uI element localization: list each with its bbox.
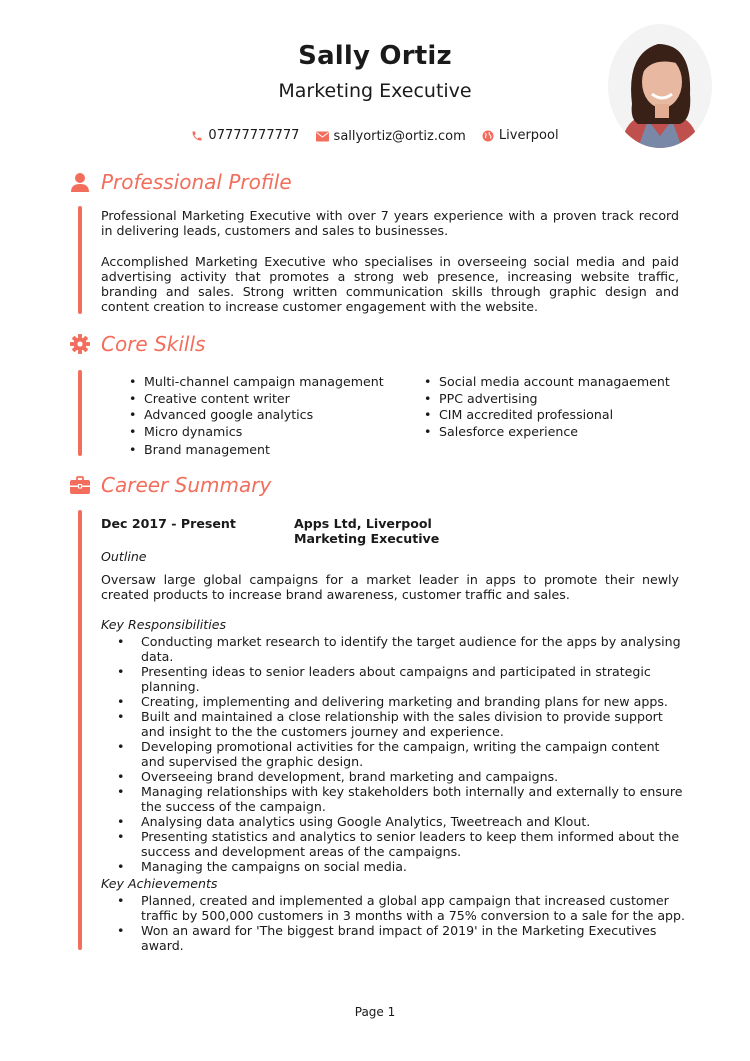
contact-location xyxy=(482,128,559,143)
achievements-label: Key Achievements xyxy=(101,876,218,891)
candidate-name: Sally Ortiz xyxy=(298,41,452,71)
skill-item: • Brand management xyxy=(129,442,409,459)
phone-text: 07777777777 xyxy=(208,128,300,143)
skills-list-right xyxy=(424,374,694,440)
briefcase-icon xyxy=(70,475,90,495)
skill-item: • Advanced google analytics xyxy=(129,407,409,424)
outline-text: Oversaw large global campaigns for a market leader in apps to promote their newly created products to increase brand awareness, customer traffic and sales. xyxy=(101,572,679,602)
profile-paragraph-1: Professional Marketing Executive with over 7 years experience with a proven track record in delivering leads, customers and sales to businesses. xyxy=(101,208,679,238)
profile-accent-bar xyxy=(78,206,82,314)
skill-item: • Multi-channel campaign management xyxy=(129,374,409,391)
achievement-item: • Won an award for 'The biggest brand impact of 2019' in the Marketing Executives award. xyxy=(101,923,686,953)
section-title-profile: Professional Profile xyxy=(101,170,292,194)
page-number: Page 1 xyxy=(354,1005,396,1019)
phone-icon xyxy=(191,130,203,142)
section-title-career: Career Summary xyxy=(101,473,272,497)
globe-icon xyxy=(482,130,494,142)
responsibilities-list xyxy=(101,634,686,874)
outline-label: Outline xyxy=(101,549,147,564)
skill-item: • Social media account managaement xyxy=(424,374,694,391)
profile-paragraph-2: Accomplished Marketing Executive who specialises in overseeing social media and paid advertising activity that promotes a strong web presence, increasing website traffic, branding and sales. Strong written communication skills through graphic design and content creation to increase customer engagement with the website. xyxy=(101,254,679,314)
skill-item: • Salesforce experience xyxy=(424,424,694,441)
job-title: Marketing Executive xyxy=(278,80,472,102)
job-company: Apps Ltd, Liverpool xyxy=(294,516,432,531)
responsibility-item: • Overseeing brand development, brand marketing and campaigns. xyxy=(101,769,686,784)
skill-item: • Creative content writer xyxy=(129,391,409,408)
responsibility-item: • Presenting statistics and analytics to senior leaders to keep them informed about the success and development areas of the campaigns. xyxy=(101,829,686,859)
job-position: Marketing Executive xyxy=(294,531,440,546)
email-text: sallyortiz@ortiz.com xyxy=(333,128,466,144)
responsibility-item: • Creating, implementing and delivering marketing and branding plans for new apps. xyxy=(101,694,686,709)
responsibility-item: • Built and maintained a close relationship with the sales division to provide support and insight to the the customers journey and experience. xyxy=(101,709,686,739)
user-icon xyxy=(70,172,90,192)
skill-item: • CIM accredited professional xyxy=(424,407,694,424)
contact-email xyxy=(316,129,466,144)
location-text: Liverpool xyxy=(498,128,559,143)
responsibility-item: • Analysing data analytics using Google Analytics, Tweetreach and Klout. xyxy=(101,814,686,829)
responsibilities-label: Key Responsibilities xyxy=(101,617,227,632)
skills-list-left xyxy=(129,374,409,459)
responsibility-item: • Developing promotional activities for the campaign, writing the campaign content and supervised the graphic design. xyxy=(101,739,686,769)
skills-accent-bar xyxy=(78,370,82,456)
contact-phone xyxy=(191,128,299,143)
gear-icon xyxy=(70,334,90,354)
responsibility-item: • Presenting ideas to senior leaders about campaigns and participated in strategic planning. xyxy=(101,664,686,694)
career-accent-bar xyxy=(78,510,82,950)
responsibility-item: • Managing the campaigns on social media. xyxy=(101,859,686,874)
responsibility-item: • Conducting market research to identify the target audience for the apps by analysing data. xyxy=(101,634,686,664)
achievements-list xyxy=(101,893,686,953)
job-company-block xyxy=(294,516,439,546)
skill-item: • PPC advertising xyxy=(424,391,694,408)
envelope-icon xyxy=(316,131,329,142)
achievement-item: • Planned, created and implemented a global app campaign that increased customer traffic by 500,000 customers in 3 months with a 75% conversion to a sale for the app. xyxy=(101,893,686,923)
profile-photo xyxy=(608,24,712,148)
skill-item: • Micro dynamics xyxy=(129,424,409,441)
job-date: Dec 2017 - Present xyxy=(101,516,236,531)
section-title-skills: Core Skills xyxy=(101,332,206,356)
responsibility-item: • Managing relationships with key stakeholders both internally and externally to ensure the success of the campaign. xyxy=(101,784,686,814)
